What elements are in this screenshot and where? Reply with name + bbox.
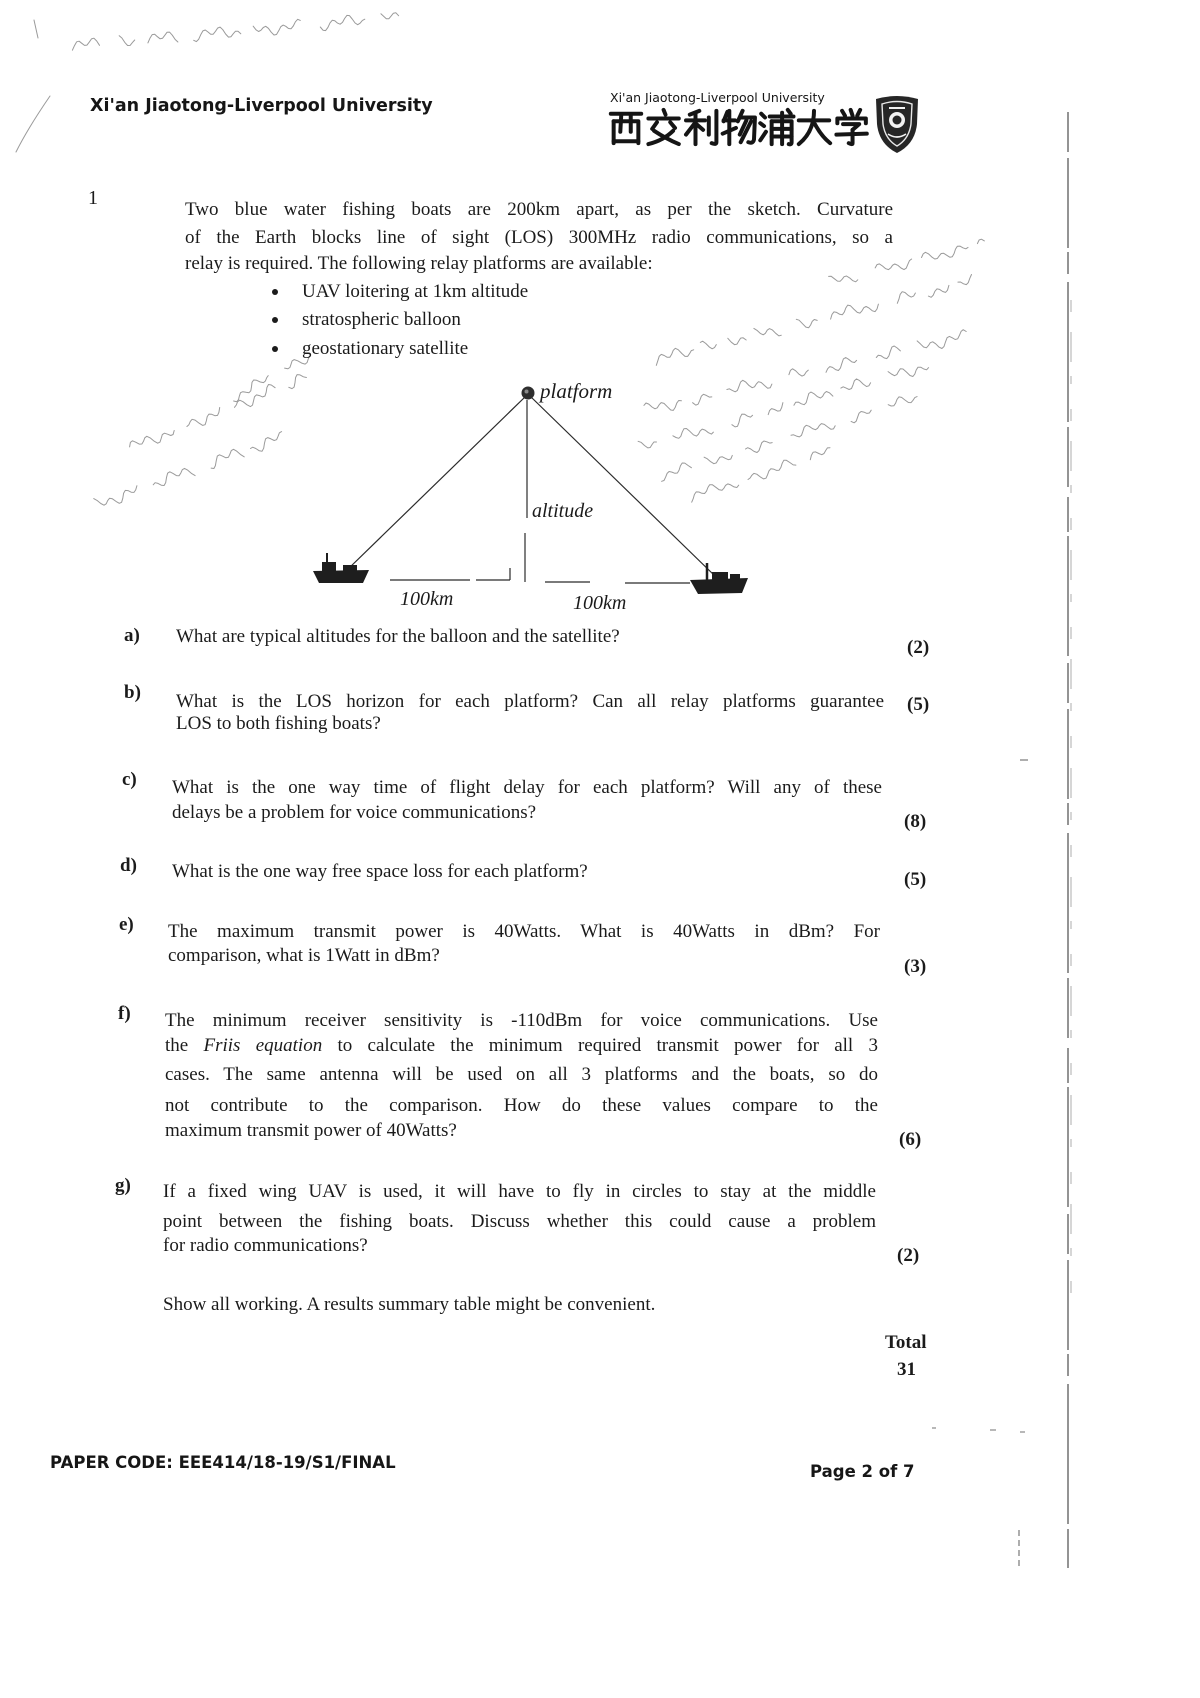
handwriting-stroke — [119, 36, 135, 46]
handwriting-stroke — [211, 449, 244, 468]
handwriting-stroke — [234, 376, 269, 402]
handwriting-stroke — [638, 441, 656, 448]
bullet-dot — [272, 346, 278, 352]
page-number: Page 2 of 7 — [810, 1462, 915, 1481]
handwriting-stroke — [692, 484, 739, 502]
handwriting-stroke — [958, 275, 972, 285]
part-marks: (3) — [904, 956, 927, 977]
handwriting-stroke — [148, 32, 178, 43]
handwriting-stroke — [810, 448, 830, 460]
handwriting-stroke — [928, 285, 949, 297]
handwriting-stroke — [235, 385, 276, 408]
handwriting-stroke — [693, 394, 712, 405]
handwriting-stroke — [768, 403, 783, 415]
handwriting-stroke — [796, 319, 817, 327]
handwriting-stroke — [897, 292, 915, 304]
part-letter: a) — [124, 625, 140, 646]
handwriting-stroke — [644, 401, 682, 411]
handwriting-stroke — [888, 397, 917, 406]
part-text-line: The minimum receiver sensitivity is -110dBm for voice communications. Use — [165, 1010, 878, 1031]
handwriting-stroke — [673, 429, 714, 439]
university-name: Xi'an Jiaotong-Liverpool University — [90, 96, 433, 116]
altitude-label: altitude — [532, 500, 594, 522]
closing-instruction: Show all working. A results summary table might be convenient. — [163, 1294, 656, 1315]
part-letter: b) — [124, 682, 141, 703]
handwriting-stroke — [194, 27, 241, 41]
part-text-line: What is the one way free space loss for each platform? — [172, 861, 588, 882]
part-letter: f) — [118, 1003, 131, 1024]
intro-line: Two blue water fishing boats are 200km apart, as per the sketch. Curvature — [185, 199, 893, 220]
platform-label: platform — [540, 379, 613, 403]
handwriting-stroke — [876, 346, 900, 359]
handwriting-stroke — [253, 19, 300, 35]
handwriting-stroke — [251, 432, 282, 452]
handwriting-stroke — [875, 259, 911, 270]
handwriting-stroke — [748, 460, 796, 479]
part-text-line: delays be a problem for voice communications? — [172, 802, 537, 823]
part-marks: (2) — [907, 637, 930, 658]
handwriting-stroke — [888, 367, 929, 376]
part-letter: g) — [115, 1175, 131, 1196]
total-value: 31 — [897, 1359, 916, 1380]
handwriting-stroke — [153, 468, 195, 485]
part-text-line: LOS to both fishing boats? — [176, 713, 381, 734]
right-boat-icon — [690, 563, 748, 594]
part-text-segment: the — [165, 1035, 204, 1056]
distance-label-right: 100km — [573, 592, 627, 614]
part-text-line: What are typical altitudes for the balloon and the satellite? — [176, 626, 620, 647]
distance-label-left: 100km — [400, 588, 454, 610]
intro-line: relay is required. The following relay platforms are available: — [185, 253, 653, 274]
handwriting-stroke — [746, 441, 773, 453]
handwriting-stroke — [831, 304, 879, 319]
question-number: 1 — [88, 187, 98, 209]
platform-list-item: geostationary satellite — [302, 338, 469, 359]
handwriting-stroke — [94, 486, 137, 506]
left-link-line — [346, 396, 526, 571]
relay-sketch — [313, 379, 748, 614]
part-text-segment: to calculate the minimum required transmit power for all 3 — [322, 1035, 878, 1056]
handwriting-stroke — [704, 455, 732, 463]
part-marks: (5) — [907, 694, 930, 715]
handwriting-stroke — [826, 358, 857, 373]
handwriting-stroke — [851, 410, 871, 423]
part-text-line: What is the one way time of flight delay for each platform? Will any of these — [172, 777, 882, 798]
handwriting-stroke — [727, 380, 772, 392]
handwriting-stroke — [662, 463, 692, 481]
scan-edge-artifact — [932, 112, 1071, 1568]
handwriting-stroke — [841, 379, 871, 390]
part-text-line: If a fixed wing UAV is used, it will have to fly in circles to stay at the middle — [163, 1181, 876, 1202]
platform-list-item: UAV loitering at 1km altitude — [302, 281, 529, 302]
right-link-line — [530, 396, 716, 577]
logo-english-text: Xi'an Jiaotong-Liverpool University — [610, 90, 825, 105]
handwriting-stroke — [289, 375, 307, 389]
part-marks: (8) — [904, 811, 927, 832]
friis-equation-term: Friis equation — [203, 1035, 323, 1056]
platform-list-item: stratospheric balloon — [302, 309, 461, 330]
part-text-line: The maximum transmit power is 40Watts. What is 40Watts in dBm? For — [168, 921, 880, 942]
handwriting-stroke — [754, 328, 781, 336]
handwriting-stroke — [732, 414, 753, 427]
part-letter: d) — [120, 855, 137, 876]
total-label: Total — [885, 1332, 927, 1353]
handwriting-stroke — [794, 392, 833, 406]
bullet-dot — [272, 317, 278, 323]
part-text-line: for radio communications? — [163, 1235, 368, 1256]
part-text-line: not contribute to the comparison. How do these values compare to the — [165, 1095, 878, 1116]
part-letter: e) — [119, 914, 134, 935]
part-text-line: cases. The same antenna will be used on all 3 platforms and the boats, so do — [165, 1064, 878, 1085]
part-text-line — [165, 1034, 878, 1058]
handwriting-stroke — [829, 276, 858, 282]
handwriting-stroke — [16, 96, 50, 152]
handwriting-stroke — [728, 338, 746, 345]
part-marks: (2) — [897, 1245, 920, 1266]
handwriting-stroke — [187, 408, 220, 427]
part-marks: (6) — [899, 1129, 922, 1150]
handwriting-stroke — [917, 330, 966, 349]
paper-code: PAPER CODE: EEE414/18-19/S1/FINAL — [50, 1453, 396, 1472]
handwriting-stroke — [130, 431, 175, 447]
intro-line: of the Earth blocks line of sight (LOS) 300MHz radio communications, so a — [185, 227, 893, 248]
part-text-line: What is the LOS horizon for each platform? Can all relay platforms guarantee — [176, 691, 884, 712]
handwriting-stroke — [72, 38, 99, 50]
university-chinese-wordmark — [611, 110, 867, 144]
handwriting-stroke — [320, 15, 365, 30]
handwriting-stroke — [977, 239, 984, 243]
part-text-line: point between the fishing boats. Discuss whether this could cause a problem — [163, 1211, 876, 1232]
university-crest-icon — [876, 96, 918, 153]
handwriting-stroke — [789, 369, 808, 376]
handwriting-stroke — [922, 246, 969, 259]
handwriting-stroke — [34, 20, 38, 38]
part-letter: c) — [122, 769, 137, 790]
part-text-line: comparison, what is 1Watt in dBm? — [168, 945, 440, 966]
part-marks: (5) — [904, 869, 927, 890]
bullet-dot — [272, 289, 278, 295]
platform-node — [522, 387, 535, 400]
handwriting-stroke — [656, 348, 693, 365]
handwriting-stroke — [791, 424, 835, 437]
handwriting-stroke — [381, 13, 399, 19]
part-text-line: maximum transmit power of 40Watts? — [165, 1120, 457, 1141]
handwriting-stroke — [700, 341, 716, 349]
